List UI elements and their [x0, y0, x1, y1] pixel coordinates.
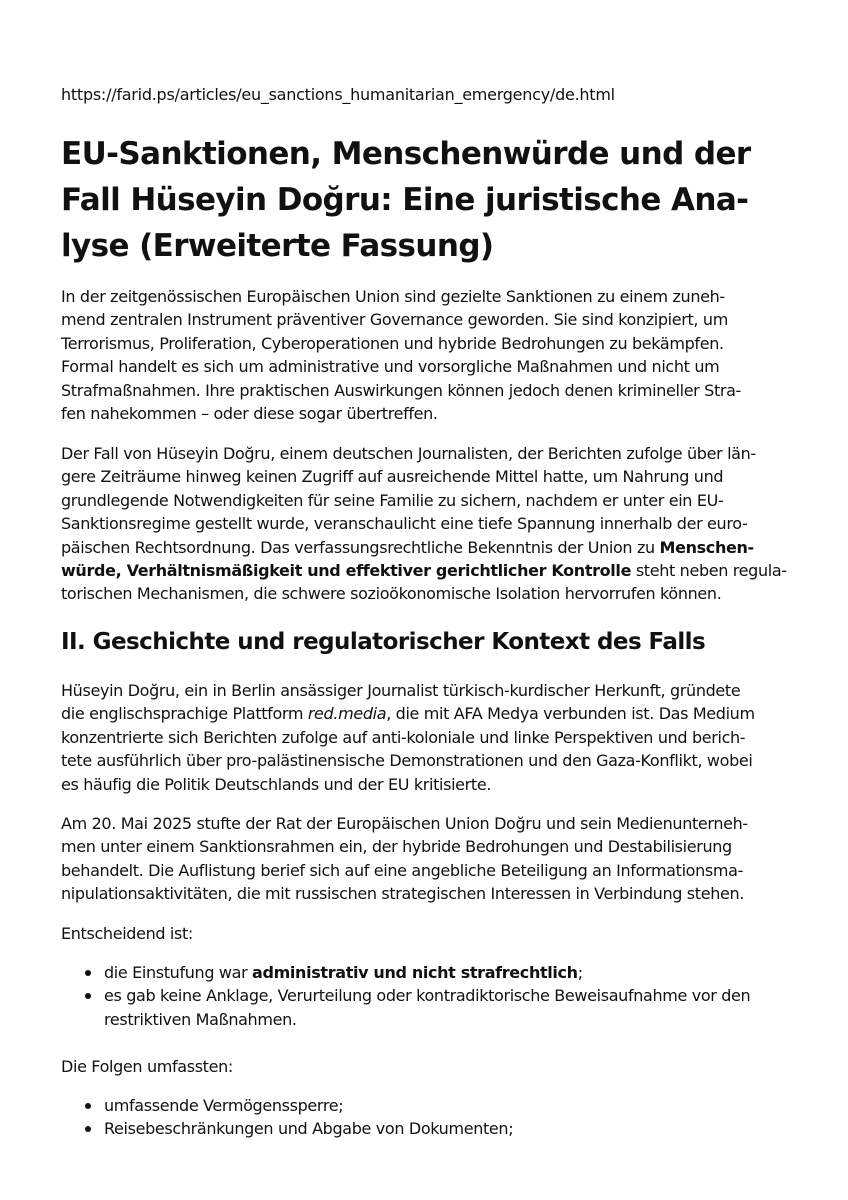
text-line: Die Folgen umfassten: — [61, 1057, 233, 1076]
text-line: grundlegende Notwendigkeiten für seine Familie zu sichern, nachdem er unter ein EU- — [61, 490, 724, 510]
crucial-list — [61, 961, 750, 1031]
bullet-icon — [85, 970, 91, 976]
list-item — [61, 1117, 513, 1140]
text-span: die Einstufung war — [104, 963, 253, 982]
section-2-paragraph-2 — [61, 812, 748, 906]
crucial-label — [61, 922, 193, 945]
bullet-icon — [85, 1103, 91, 1109]
bullet-icon — [85, 1126, 91, 1132]
text-line: Hüseyin Doğru, ein in Berlin ansässiger Journalist türkisch-kurdischer Herkunft, gründete — [61, 681, 741, 700]
text-line: Entscheidend ist: — [61, 924, 193, 943]
text-line: es häufig die Politik Deutschlands und der EU kritisierte. — [61, 774, 492, 794]
intro-paragraph-1 — [61, 285, 741, 425]
list-item — [61, 961, 750, 984]
text-line: men unter einem Sanktionsrahmen ein, der hybride Bedrohungen und Destabilisierung — [61, 837, 732, 857]
text-line: gere Zeiträume hinweg keinen Zugriff auf ausreichende Mittel hatte, um Nahrung und — [61, 467, 724, 487]
text-line — [104, 961, 750, 984]
text-line: nipulationsaktivitäten, die mit russischen strategischen Interessen in Verbindung stehen. — [61, 884, 745, 904]
text-line: Terrorismus, Proliferation, Cyberoperationen und hybride Bedrohungen zu bekämpfen. — [61, 333, 724, 353]
emphasis-text: würde, Verhältnismäßigkeit und effektiver gerichtlicher Kontrolle — [61, 561, 632, 581]
text-line: behandelt. Die Auflistung berief sich auf eine angebliche Beteiligung an Informationsma- — [61, 860, 743, 880]
text-line: es gab keine Anklage, Verurteilung oder kontradiktorische Beweisaufnahme vor den — [104, 986, 751, 1006]
text-span: steht neben regula- — [631, 561, 787, 581]
text-line: In der zeitgenössischen Europäischen Union sind gezielte Sanktionen zu einem zuneh- — [61, 287, 725, 306]
text-span: ; — [577, 963, 583, 982]
text-span: päischen Rechtsordnung. Das verfassungsrechtliche Bekenntnis der Union zu — [61, 537, 660, 557]
text-line — [61, 559, 787, 582]
text-line: restriktiven Maßnahmen. — [104, 1009, 297, 1029]
text-line — [61, 702, 755, 725]
list-item — [61, 984, 750, 1031]
platform-name: red.media — [307, 704, 387, 724]
text-line: Am 20. Mai 2025 stufte der Rat der Europäischen Union Doğru und sein Medienunterneh- — [61, 814, 748, 833]
section-2-paragraph-1 — [61, 679, 755, 796]
text-line — [61, 536, 787, 559]
section-heading: II. Geschichte und regulatorischer Kontext des Falls — [61, 629, 706, 655]
text-line: fen nahekommen – oder diese sogar übertreffen. — [61, 404, 438, 424]
text-line: torischen Mechanismen, die schwere sozioökonomische Isolation hervorrufen können. — [61, 584, 722, 604]
consequences-list — [61, 1094, 513, 1141]
text-line: Der Fall von Hüseyin Doğru, einem deutschen Journalisten, der Berichten zufolge über län- — [61, 444, 756, 463]
text-line: Strafmaßnahmen. Ihre praktischen Auswirkungen können jedoch denen krimineller Stra- — [61, 380, 741, 400]
title-line: EU-Sanktionen, Menschenwürde und der — [61, 136, 751, 172]
emphasis-text: administrativ und nicht strafrechtlich — [252, 963, 578, 982]
intro-paragraph-2 — [61, 442, 787, 606]
text-line: tete ausführlich über pro-palästinensische Demonstrationen und den Gaza-Konflikt, wobei — [61, 751, 753, 771]
text-line: Formal handelt es sich um administrative und vorsorgliche Maßnahmen und nicht um — [61, 357, 720, 377]
consequences-label — [61, 1055, 233, 1078]
text-line: mend zentralen Instrument präventiver Governance geworden. Sie sind konzipiert, um — [61, 310, 728, 330]
text-span: , die mit AFA Medya verbunden ist. Das Medium — [386, 704, 755, 724]
article-title — [61, 131, 751, 269]
title-line: Fall Hüseyin Doğru: Eine juristische Ana- — [61, 182, 749, 218]
text-line: konzentrierte sich Berichten zufolge auf anti-koloniale und linke Perspektiven und berich- — [61, 727, 746, 747]
title-line: lyse (Erweiterte Fassung) — [61, 228, 494, 264]
text-line: umfassende Vermögenssperre; — [104, 1096, 344, 1115]
source-url[interactable]: https://farid.ps/articles/eu_sanctions_humanitarian_emergency/de.html — [61, 85, 615, 104]
text-span: die englischsprachige Plattform — [61, 704, 308, 724]
text-line: Sanktionsregime gestellt wurde, veranschaulicht eine tiefe Spannung innerhalb der euro- — [61, 514, 748, 534]
emphasis-text: Menschen- — [659, 537, 754, 557]
list-item — [61, 1094, 513, 1117]
bullet-icon — [85, 993, 91, 999]
text-line: Reisebeschränkungen und Abgabe von Dokumenten; — [104, 1119, 514, 1139]
